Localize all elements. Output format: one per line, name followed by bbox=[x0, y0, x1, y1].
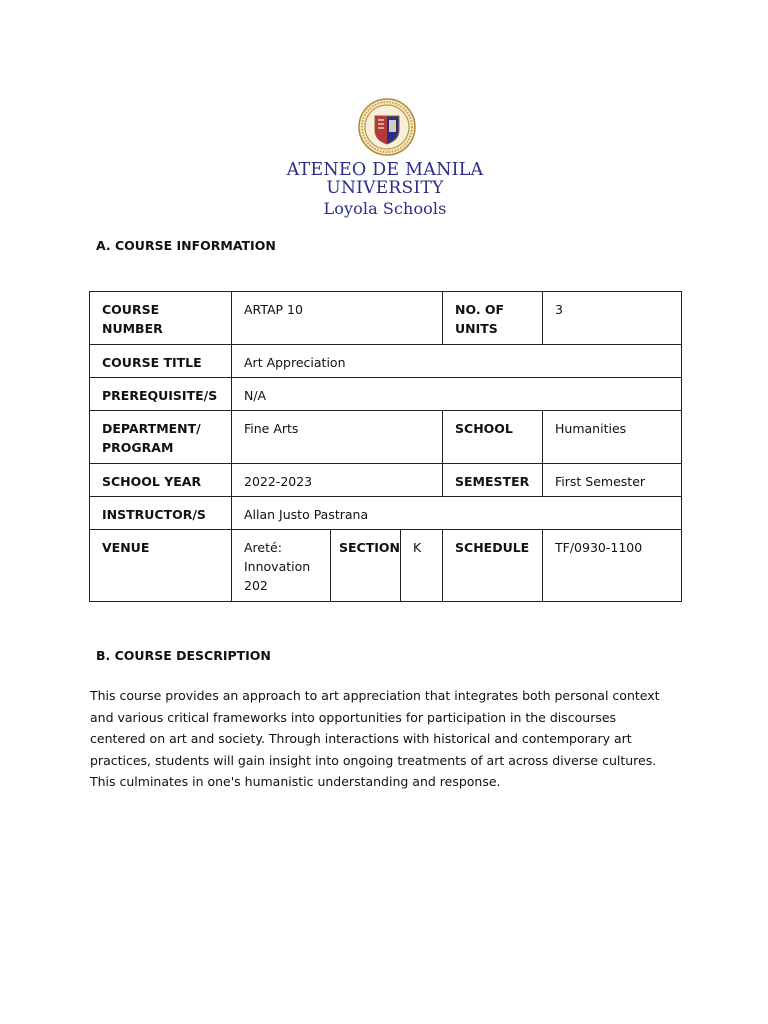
course-number-label: COURSE NUMBER bbox=[90, 292, 232, 345]
school-year-label: SCHOOL YEAR bbox=[90, 464, 232, 497]
course-title-label: COURSE TITLE bbox=[90, 345, 232, 378]
prerequisite-value: N/A bbox=[232, 378, 682, 411]
section-a-heading: A. COURSE INFORMATION bbox=[96, 238, 276, 253]
section-b-heading: B. COURSE DESCRIPTION bbox=[96, 648, 271, 663]
schedule-value: TF/0930-1100 bbox=[543, 530, 682, 602]
department-label: DEPARTMENT/ PROGRAM bbox=[90, 411, 232, 464]
university-name-line2: UNIVERSITY bbox=[326, 178, 444, 198]
course-info-table bbox=[89, 291, 682, 602]
table-row bbox=[90, 411, 682, 464]
section-value: K bbox=[401, 530, 443, 602]
section-label: SECTION bbox=[331, 530, 401, 602]
course-title-value: Art Appreciation bbox=[232, 345, 682, 378]
table-row bbox=[90, 345, 682, 378]
table-row bbox=[90, 497, 682, 530]
table-row bbox=[90, 378, 682, 411]
university-seal-icon bbox=[358, 98, 416, 156]
venue-label: VENUE bbox=[90, 530, 232, 602]
semester-value: First Semester bbox=[543, 464, 682, 497]
table-row bbox=[90, 464, 682, 497]
semester-label: SEMESTER bbox=[443, 464, 543, 497]
venue-value: Areté: Innovation 202 bbox=[232, 530, 331, 602]
table-row bbox=[90, 530, 682, 602]
table-row bbox=[90, 292, 682, 345]
course-number-value: ARTAP 10 bbox=[232, 292, 443, 345]
university-name-line1: ATENEO DE MANILA bbox=[286, 160, 484, 180]
school-value: Humanities bbox=[543, 411, 682, 464]
university-subtitle: Loyola Schools bbox=[323, 199, 447, 218]
school-label: SCHOOL bbox=[443, 411, 543, 464]
schedule-label: SCHEDULE bbox=[443, 530, 543, 602]
prerequisite-label: PREREQUISITE/S bbox=[90, 378, 232, 411]
units-value: 3 bbox=[543, 292, 682, 345]
instructor-value: Allan Justo Pastrana bbox=[232, 497, 682, 530]
instructor-label: INSTRUCTOR/S bbox=[90, 497, 232, 530]
course-description-text: This course provides an approach to art appreciation that integrates both personal context and various critical frameworks into opportunities for participation in the discourses centered on art and society. Through interactions with historical and contemporary art practices, students will gain insight into ongoing treatments of art across diverse cultures. This culminates in one's humanistic understanding and response. bbox=[90, 688, 660, 789]
units-label: NO. OF UNITS bbox=[443, 292, 543, 345]
school-year-value: 2022-2023 bbox=[232, 464, 443, 497]
department-value: Fine Arts bbox=[232, 411, 443, 464]
